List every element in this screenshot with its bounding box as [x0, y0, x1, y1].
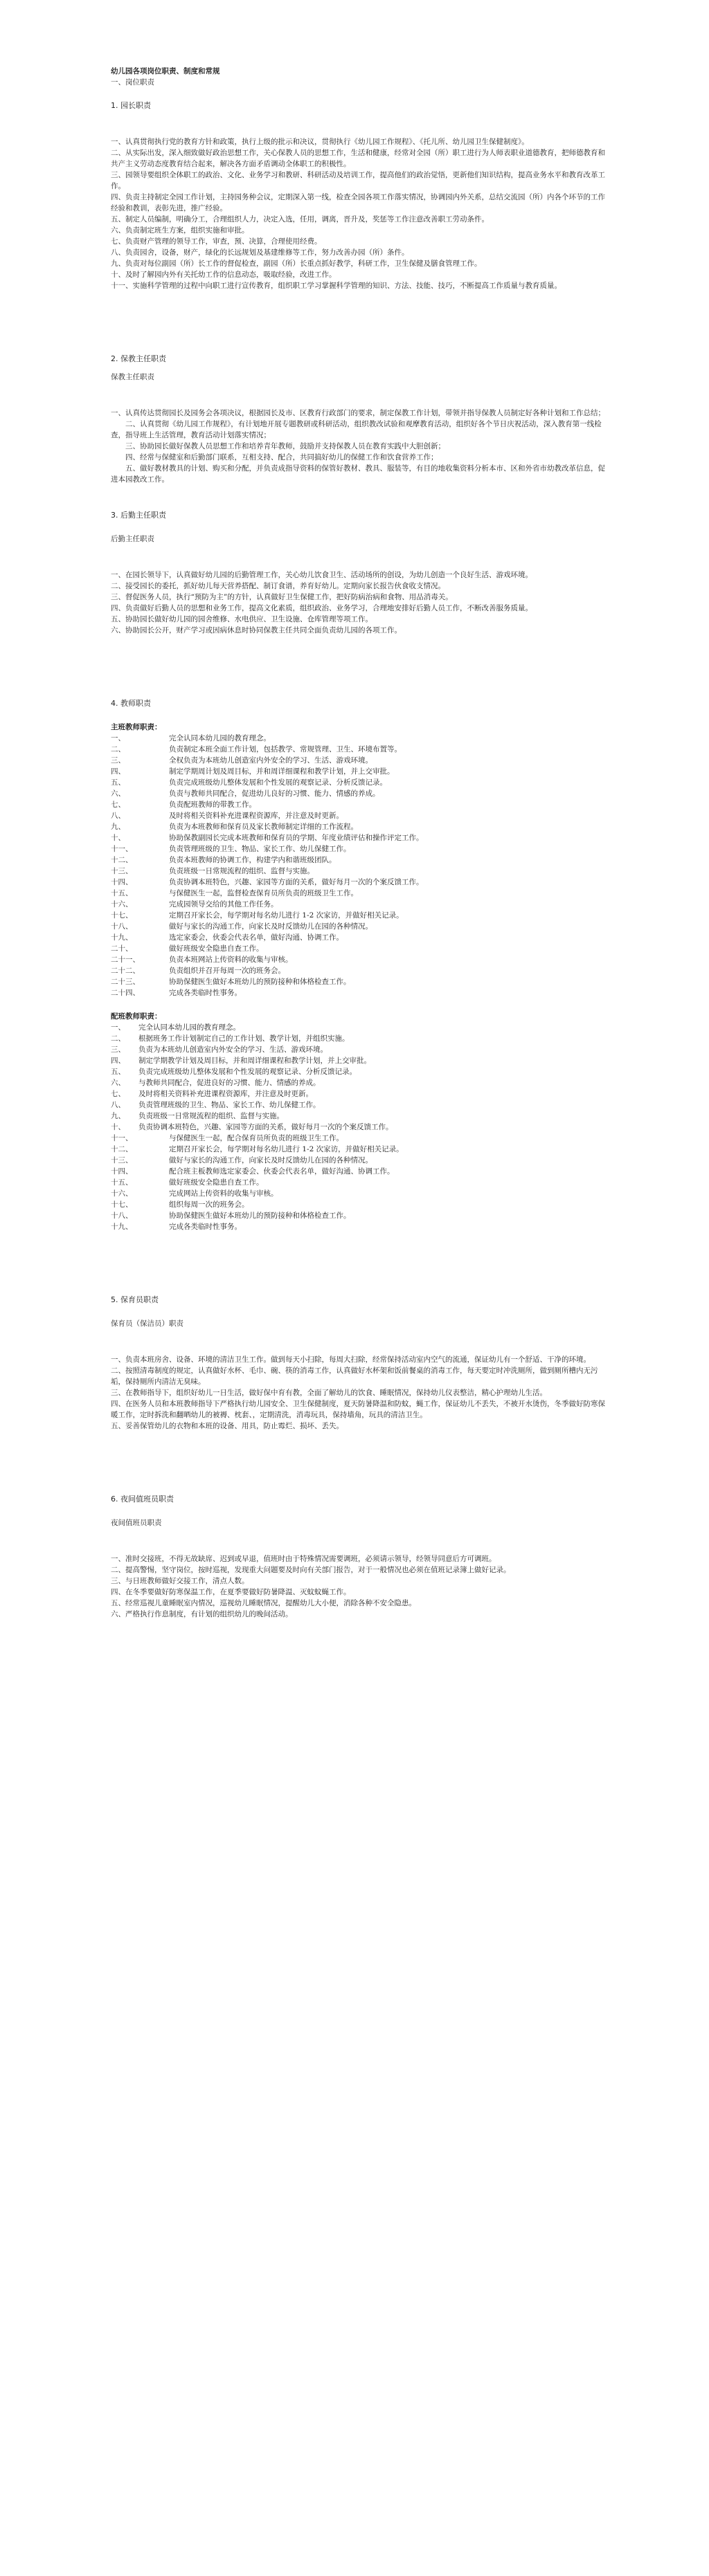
item-text: 做好与家长的沟通工作，向家长及时反馈幼儿在园的各种情况。: [169, 922, 373, 931]
list-item: [111, 832, 612, 843]
item-text: 负责本班网站上传资料的收集与审核。: [169, 956, 293, 964]
item-number: 二十一、: [111, 956, 140, 964]
item-number: 二十二、: [111, 967, 140, 975]
list-item: [111, 1210, 612, 1221]
list-item: 一、负责本班房舍、设备、环境的清洁卫生工作。做到每天小扫除，每周大扫除，经常保持活动室内空气的流通，保证幼儿有一个舒适、干净的环境。: [111, 1355, 591, 1364]
item-text: 完全认同本幼儿园的教育理念。: [169, 734, 271, 742]
list-item: [111, 855, 612, 866]
item-text: 负责管理班级的卫生、物品、家长工作、幼儿保健工作。: [169, 845, 351, 853]
item-text: 做好班级安全隐患自查工作。: [169, 1178, 264, 1187]
night-duty-duties-list: [111, 1553, 612, 1620]
list-item: [111, 810, 612, 821]
main-teacher-heading: 主班教师职责：: [111, 723, 162, 731]
list-item: 三、与日班教师做好交接工作，清点人数。: [111, 1577, 249, 1585]
list-item: [111, 1155, 612, 1166]
item-number: 十一、: [111, 1134, 133, 1142]
list-item: 五、做好教材教具的计划、购买和分配，并负责成指导资料的保管好教材、教具、服装等，有目的地收集资料分析本市、区和外省市幼教改革信息，促进本园教改工作。: [111, 464, 605, 484]
item-number: 十九、: [111, 933, 133, 942]
item-text: 完成各类临时性事务。: [169, 989, 242, 997]
list-item: [111, 1188, 612, 1199]
item-number: 二十、: [111, 944, 133, 953]
list-item: [111, 777, 612, 788]
list-item: 二、提高警惕，坚守岗位，按时巡视，发现重大问题要及时向有关部门报告，对于一般情况也必须在值班记录簿上做好记录。: [111, 1566, 511, 1574]
section-subtitle: 后勤主任职责: [111, 535, 154, 543]
list-item: [111, 1077, 612, 1088]
list-item: 十、及时了解园内外有关托幼工作的信息动态，吸取经验，改进工作。: [111, 271, 336, 279]
item-number: 八、: [111, 812, 125, 820]
list-item: [111, 976, 612, 987]
item-number: 六、: [111, 789, 125, 798]
item-number: 五、: [111, 1068, 125, 1076]
item-number: 一、: [111, 1023, 125, 1032]
list-item: [111, 1055, 612, 1066]
item-text: 负责班级一日常规流程的组织、监督与实施。: [138, 1112, 284, 1120]
item-number: 十七、: [111, 911, 133, 920]
item-text: 与保健医生一起，监督检查保育员所负责的班级卫生工作。: [169, 889, 358, 897]
item-text: 制定学期教学计划及周目标，并和周详细课程和教学计划，并上交审批。: [138, 1057, 371, 1065]
item-number: 四、: [111, 1057, 125, 1065]
item-number: 十、: [111, 834, 125, 842]
item-text: 负责协调本班特色，兴趣、家园等方面的关系，做好每月一次的个案反馈工作。: [138, 1123, 393, 1131]
list-item: [111, 1221, 612, 1232]
item-number: 二十三、: [111, 978, 140, 986]
item-text: 全权负责为本班幼儿创造室内外安全的学习、生活、游戏环境。: [169, 756, 373, 765]
list-item: 二、认真贯彻《幼儿园工作规程》，有计划地开展专题教研或科研活动，组织教改试验和观摩教育活动，组织好各个节日庆祝活动，深入教育第一线检查，指导班上生活管理，教育活动计划落实情况；: [111, 420, 602, 439]
item-number: 三、: [111, 1045, 125, 1054]
item-text: 负责为本班教师和保育员及家长教师制定详细的工作流程。: [169, 823, 358, 831]
item-number: 七、: [111, 801, 125, 809]
list-item: [111, 1022, 612, 1033]
list-item: [111, 744, 612, 755]
item-text: 负责班级一日常规流程的组织、监督与实施。: [169, 867, 314, 875]
item-number: 七、: [111, 1090, 125, 1098]
item-number: 一、: [111, 734, 125, 742]
item-number: 十三、: [111, 1156, 133, 1164]
list-item: [111, 1033, 612, 1044]
item-text: 定期召开家长会，每学期对每名幼儿进行 1-2 次家访，并做好相关记录。: [169, 1145, 404, 1153]
section-title-logistics-director: 3. 后勤主任职责: [111, 511, 166, 520]
list-item: [111, 1111, 612, 1122]
item-number: 二、: [111, 1034, 125, 1043]
list-item: [111, 888, 612, 899]
list-item: [111, 1066, 612, 1077]
list-item: [111, 965, 612, 976]
list-item: 二、按照清毒制度的规定，认真做好水杯、毛巾、碗、筷的消毒工作，认真做好水杯架和饭前餐桌的消毒工作，每天要定时冲洗厕所，做到厕所槽内无污垢，保持厕所内清洁无臭味。: [111, 1367, 598, 1386]
item-number: 十三、: [111, 867, 133, 875]
list-item: [111, 1122, 612, 1133]
list-item: [111, 821, 612, 832]
item-text: 负责完成班级幼儿整体发展和个性发展的观察记录、分析反馈记录。: [169, 778, 387, 787]
list-item: 一、认真传达贯彻园长及园务会各项决议，根据园长及市、区教育行政部门的要求，制定保教工作计划，带领并指导保教人员制定好各种计划和工作总结；: [111, 409, 605, 417]
section-subtitle: 夜间值班员职责: [111, 1519, 162, 1527]
item-text: 负责制定本班全面工作计划，包括教学、常规管理、卫生、环境布置等。: [169, 745, 402, 753]
main-teacher-duties-list: [111, 733, 612, 998]
item-number: 十二、: [111, 1145, 133, 1153]
item-number: 十五、: [111, 889, 133, 897]
list-item: 五、妥善保管幼儿的衣物和本班的设备、用具，防止霉烂、损坏、丢失。: [111, 1422, 343, 1430]
list-item: [111, 799, 612, 810]
item-number: 十一、: [111, 845, 133, 853]
item-text: 做好与家长的沟通工作，向家长及时反馈幼儿在园的各种情况。: [169, 1156, 373, 1164]
item-text: 选定家委会，伙委会代表名单，做好沟通、协调工作。: [169, 933, 343, 942]
item-text: 协助保教副园长完成本班教师和保育员的学期、年度业绩评估和操作评定工作。: [169, 834, 424, 842]
list-item: 六、严格执行作息制度，有计划的组织幼儿的晚间活动。: [111, 1610, 293, 1618]
part-heading: 一、岗位职责: [111, 78, 154, 86]
list-item: 一、在园长领导下，认真做好幼儿园的后勤管理工作，关心幼儿饮食卫生、活动场所的创设，为幼儿创造一个良好生活、游戏环境。: [111, 571, 532, 579]
list-item: [111, 921, 612, 932]
item-text: 完成网站上传资料的收集与审核。: [169, 1189, 278, 1198]
list-item: 四、在医务人员和本班教师指导下严格执行幼儿园安全、卫生保健制度，夏天防暑降温和防蚊，蝇工作，保证幼儿不丢失，不被开水烫伤，冬季做好防寒保暖工作，定时拆洗和翻晒幼儿的被褥、枕套、，定期清洗，消毒玩具，保持墙角，玩具的清洁卫生。: [111, 1400, 605, 1419]
list-item: [111, 1199, 612, 1210]
item-text: 负责完成班级幼儿整体发展和个性发展的观察记录、分析反馈记录。: [138, 1068, 357, 1076]
item-number: 十九、: [111, 1223, 133, 1231]
list-item: 四、经常与保健室和后勤部门联系，互相支持、配合，共同搞好幼儿的保健工作和饮食营养工作；: [125, 453, 438, 462]
item-number: 二、: [111, 745, 125, 753]
item-number: 九、: [111, 823, 125, 831]
list-item: [111, 1088, 612, 1099]
item-text: 配合班主板教师选定家委会、伙委会代表名单，做好沟通、协调工作。: [169, 1167, 395, 1176]
item-text: 及时将相关资料补充进课程资源库，并注意及时更新。: [169, 812, 343, 820]
principal-duties-list: [111, 136, 612, 291]
item-number: 二十四、: [111, 989, 140, 997]
list-item: 五、经常巡视儿童睡眠室内情况，巡视幼儿睡眠情况，提醒幼儿大小便，消除各种不安全隐患。: [111, 1599, 416, 1607]
item-number: 十四、: [111, 1167, 133, 1176]
section-subtitle: 保教主任职责: [111, 373, 154, 381]
list-item: 三、督促医务人员，执行“预防为主”的方针，认真做好卫生保健工作，把好防病治病和食物、用品消毒关。: [111, 593, 453, 601]
item-number: 十二、: [111, 856, 133, 864]
list-item: [111, 910, 612, 921]
section-subtitle: 保育员（保洁员）职责: [111, 1319, 183, 1328]
item-number: 八、: [111, 1101, 125, 1109]
document-page: [111, 66, 612, 1620]
section-title-night-duty: 6. 夜间值班员职责: [111, 1495, 174, 1504]
teaching-director-duties-list: [111, 408, 612, 485]
section-title-principal: 1. 园长职责: [111, 101, 151, 110]
section-title-caregiver: 5. 保育员职责: [111, 1295, 159, 1304]
list-item: 一、准时交接班，不得无故缺席、迟到或早退，值班时由于特殊情况需要调班，必须请示领导，经领导同意后方可调班。: [111, 1555, 496, 1563]
list-item: 二、从实际出发，深入细致做好政治思想工作，关心保教人员的思想工作，生活和健康，经常对全园（所）职工进行为人师表职业道德教育，把师德教育和共产主义劳动态度教育结合起来，解决各方面矛盾调动全体职工的积极性。: [111, 149, 605, 168]
item-number: 五、: [111, 778, 125, 787]
logistics-director-duties-list: [111, 569, 612, 636]
list-item: [111, 788, 612, 799]
list-item: 九、负责对每位副园（所）长工作的督促检查，副园（所）长重点抓好教学，科研工作，卫生保健及膳食管理工作。: [111, 259, 482, 268]
list-item: 六、协助园长公开，财产学习或因病休息时协同保教主任共同全面负责幼儿园的各项工作。: [111, 626, 402, 634]
list-item: 三、协助园长做好保教人员思想工作和培养青年教师，鼓励并支持保教人员在教育实践中大胆创新；: [125, 442, 445, 450]
list-item: 三、园领导要组织全体职工的政治、文化、业务学习和教研、科研活动及培训工作，提高他们的政治觉悟，更新他们知识结构，提高业务水平和教育改革工作。: [111, 171, 605, 190]
item-text: 完全认同本幼儿园的教育理念。: [138, 1023, 240, 1032]
list-item: [111, 733, 612, 744]
assistant-teacher-duties-list: [111, 1022, 612, 1232]
item-number: 十六、: [111, 1189, 133, 1198]
item-text: 负责配班教师的带教工作。: [169, 801, 256, 809]
item-number: 十七、: [111, 1200, 133, 1209]
list-item: [111, 987, 612, 998]
item-text: 负责管理班级的卫生、物品、家长工作、幼儿保健工作。: [138, 1101, 321, 1109]
list-item: [111, 1177, 612, 1188]
list-item: 六、负责制定班生方案，组织实施和审批。: [111, 226, 249, 235]
list-item: [111, 755, 612, 766]
item-text: 完成园领导交给的其他工作任务。: [169, 900, 278, 908]
item-text: 与教师共同配合，促进良好的习惯、能力、情感的养成。: [138, 1079, 321, 1087]
item-text: 与保健医生一起，配合保育员所负责的班级卫生工作。: [169, 1134, 343, 1142]
list-item: [111, 1099, 612, 1111]
item-number: 四、: [111, 767, 125, 776]
item-number: 十八、: [111, 922, 133, 931]
list-item: 四、负责主持制定全园工作计划，主持园务种会议，定期深入第一线，检查全园各项工作落实情况，协调园内外关系，总结交流园（所）内各个环节的工作经验和教训，表彰先进，推广经验。: [111, 193, 605, 212]
item-number: 十五、: [111, 1178, 133, 1187]
list-item: [111, 932, 612, 943]
item-number: 十六、: [111, 900, 133, 908]
item-number: 十、: [111, 1123, 125, 1131]
item-number: 十四、: [111, 878, 133, 886]
list-item: 一、认真贯彻执行党的教育方针和政策，执行上级的批示和决议，贯彻执行《幼儿园工作规程》、《托儿所、幼儿园卫生保健制度》。: [111, 138, 529, 146]
list-item: 七、负责财产管理的领导工作，审查，预、决算，合理使用经费。: [111, 237, 322, 246]
item-text: 做好班级安全隐患自查工作。: [169, 944, 264, 953]
list-item: [111, 943, 612, 954]
item-text: 组织每周一次的班务会。: [169, 1200, 249, 1209]
list-item: 十一、实施科学管理的过程中向职工进行宣传教育，组织职工学习掌握科学管理的知识、方法、技能、技巧，不断提高工作质量与教育质量。: [111, 282, 562, 290]
item-text: 负责本班教师的协调工作，构建学内和谐班级团队。: [169, 856, 336, 864]
document-title: 幼儿园各项岗位职责、制度和常规: [111, 67, 220, 75]
list-item: 八、负责园舍，设备，财产，绿化的长远规划及基建维修等工作，努力改善办园（所）条件。: [111, 248, 409, 257]
item-number: 九、: [111, 1112, 125, 1120]
item-text: 负责协调本班特色，兴趣、家园等方面的关系，做好每月一次的个案反馈工作。: [169, 878, 424, 886]
item-text: 根据班务工作计划制定自己的工作计划、教学计划，并组织实施。: [138, 1034, 350, 1043]
section-title-teaching-director: 2. 保教主任职责: [111, 354, 166, 363]
assistant-teacher-heading: 配班教师职责：: [111, 1012, 162, 1021]
item-number: 六、: [111, 1079, 125, 1087]
item-text: 协助保健医生做好本班幼儿的预防接种和体格检查工作。: [169, 978, 351, 986]
caregiver-duties-list: [111, 1354, 612, 1432]
list-item: 五、制定人员编制，明确分工，合理组织人力，决定入选，任用，调离，晋升及，奖惩等工作注意改善职工劳动条件。: [111, 215, 489, 223]
item-text: 负责与教师共同配合，促进幼儿良好的习惯、能力、情感的养成。: [169, 789, 380, 798]
list-item: 四、负责做好后勤人员的思想和业务工作，提高文化素质，组织政治、业务学习，合理地安排好后勤人员工作，不断改善服务质量。: [111, 604, 532, 612]
list-item: 二、接受园长的委托，抓好幼儿每天营养搭配、制订食谱，养育好幼儿。定期向家长报告伙食收支情况。: [111, 582, 445, 590]
item-text: 负责组织并召开每周一次的班务会。: [169, 967, 285, 975]
list-item: [111, 766, 612, 777]
item-number: 三、: [111, 756, 125, 765]
list-item: [111, 866, 612, 877]
list-item: [111, 1133, 612, 1144]
item-text: 完成各类临时性事务。: [169, 1223, 242, 1231]
list-item: [111, 954, 612, 965]
section-title-teacher: 4. 教师职责: [111, 699, 151, 708]
item-text: 定期召开家长会，每学期对每名幼儿进行 1-2 次家访，并做好相关记录。: [169, 911, 404, 920]
list-item: 五、协助园长做好幼儿园的园舍维修、水电供应、卫生设施、仓库管理等项工作。: [111, 615, 373, 623]
item-text: 负责为本班幼儿创造室内外安全的学习、生活、游戏环境。: [138, 1045, 327, 1054]
list-item: 四、在冬季要做好防寒保温工作，在夏季要做好防暑降温、灭蚊蚊蝇工作。: [111, 1588, 351, 1596]
item-number: 十八、: [111, 1212, 133, 1220]
item-text: 及时将相关资料补充进课程资源库，并注意及时更新。: [138, 1090, 313, 1098]
list-item: [111, 899, 612, 910]
list-item: [111, 1144, 612, 1155]
list-item: [111, 1166, 612, 1177]
list-item: 三、在教师指导下，组织好幼儿一日生活，做好保中育有教，全面了解幼儿的饮食、睡眠情况，保持幼儿仪表整洁，精心护理幼儿生活。: [111, 1389, 547, 1397]
list-item: [111, 877, 612, 888]
item-text: 协助保健医生做好本班幼儿的预防接种和体格检查工作。: [169, 1212, 351, 1220]
item-text: 制定学期周计划及周目标，并和周详细课程和教学计划，并上交审批。: [169, 767, 395, 776]
list-item: [111, 1044, 612, 1055]
list-item: [111, 843, 612, 855]
